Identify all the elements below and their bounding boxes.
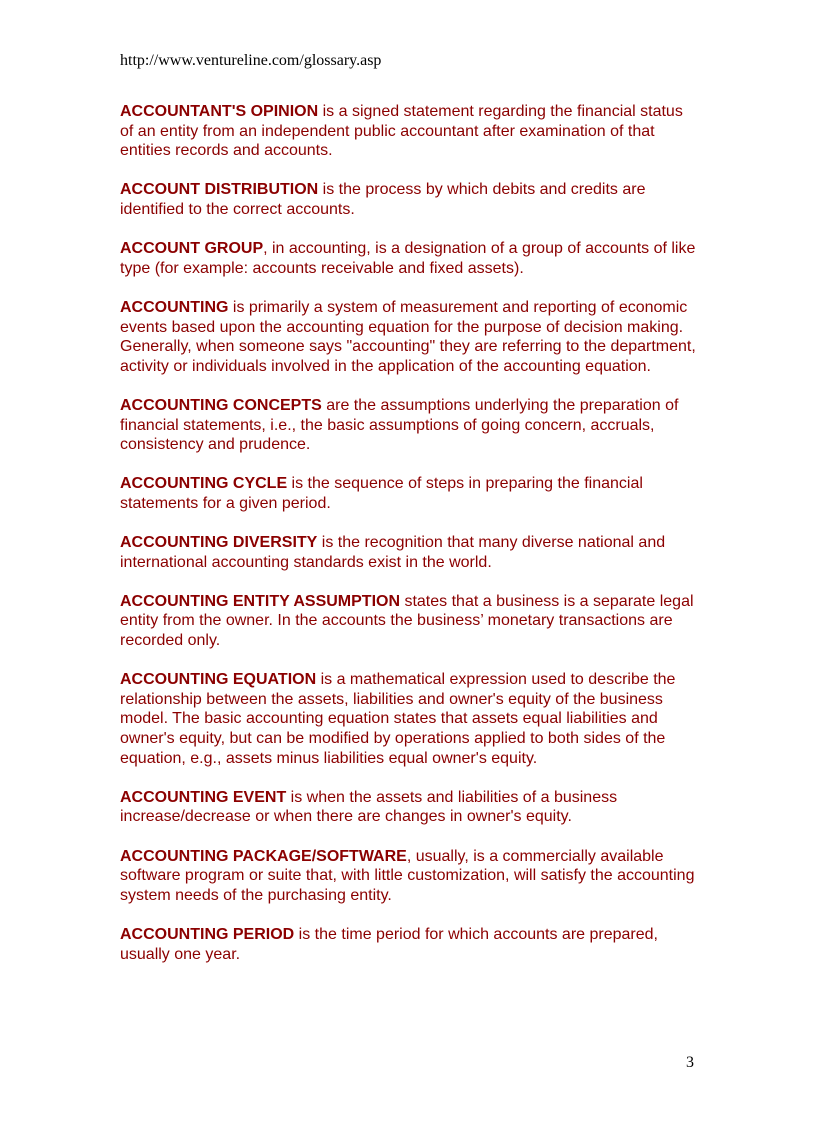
glossary-entries	[120, 102, 700, 984]
source-url: http://www.ventureline.com/glossary.asp	[120, 52, 382, 69]
glossary-definition: , in accounting, is a designation of a group of accounts of like type (for example: accounts receivable and fixed assets).	[120, 240, 696, 277]
glossary-definition: is the recognition that many diverse national and international accounting standards exist in the world.	[120, 534, 666, 571]
glossary-term: ACCOUNTING DIVERSITY	[120, 534, 318, 552]
glossary-term: ACCOUNTING EVENT	[120, 788, 287, 806]
glossary-definition: is the sequence of steps in preparing the financial statements for a given period.	[120, 475, 643, 512]
glossary-definition: are the assumptions underlying the preparation of financial statements, i.e., the basic assumptions of going concern, accruals, consistency and prudence.	[120, 396, 679, 454]
glossary-entry	[120, 788, 700, 827]
glossary-term: ACCOUNTING PERIOD	[120, 925, 295, 943]
glossary-entry	[120, 670, 700, 768]
glossary-term: ACCOUNTING EQUATION	[120, 671, 317, 689]
page-number: 3	[686, 1054, 694, 1071]
glossary-term: ACCOUNTANT'S OPINION	[120, 103, 319, 120]
glossary-entry	[120, 592, 700, 651]
glossary-definition: is a mathematical expression used to describe the relationship between the assets, liabilities and owner's equity of the business model. The basic accounting equation states that assets equal liabilities and owner's equity, but can be modified by operations applied to both sides of the equation, e.g., assets minus liabilities equal owner's equity.	[120, 671, 676, 767]
glossary-entry	[120, 847, 700, 906]
glossary-term: ACCOUNTING CONCEPTS	[120, 396, 322, 414]
glossary-entry	[120, 474, 700, 513]
glossary-definition: states that a business is a separate legal entity from the owner. In the accounts the business’ monetary transactions are recorded only.	[120, 592, 694, 650]
glossary-term: ACCOUNTING CYCLE	[120, 475, 288, 493]
glossary-term: ACCOUNTING PACKAGE/SOFTWARE	[120, 847, 407, 865]
glossary-entry	[120, 180, 700, 219]
glossary-term: ACCOUNTING ENTITY ASSUMPTION	[120, 592, 401, 610]
glossary-entry	[120, 102, 700, 161]
glossary-entry	[120, 298, 700, 376]
glossary-definition: , usually, is a commercially available software program or suite that, with little customization, will satisfy the accounting system needs of the purchasing entity.	[120, 847, 695, 904]
glossary-entry	[120, 925, 700, 964]
glossary-definition: is when the assets and liabilities of a business increase/decrease or when there are changes in owner's equity.	[120, 788, 618, 826]
glossary-definition: is the time period for which accounts are prepared, usually one year.	[120, 925, 658, 963]
glossary-definition: is the process by which debits and credits are identified to the correct accounts.	[120, 181, 646, 218]
glossary-entry	[120, 533, 700, 572]
glossary-term: ACCOUNT DISTRIBUTION	[120, 181, 319, 199]
glossary-definition: is a signed statement regarding the financial status of an entity from an independent public accountant after examination of that entities records and accounts.	[120, 103, 683, 160]
glossary-term: ACCOUNT GROUP	[120, 240, 264, 258]
glossary-definition: is primarily a system of measurement and reporting of economic events based upon the accounting equation for the purpose of decision making. Generally, when someone says "accounting" they are referring to the department, activity or individuals involved in the application of the accounting equation.	[120, 298, 696, 375]
glossary-entry	[120, 239, 700, 278]
glossary-term: ACCOUNTING	[120, 298, 229, 316]
glossary-entry	[120, 396, 700, 455]
